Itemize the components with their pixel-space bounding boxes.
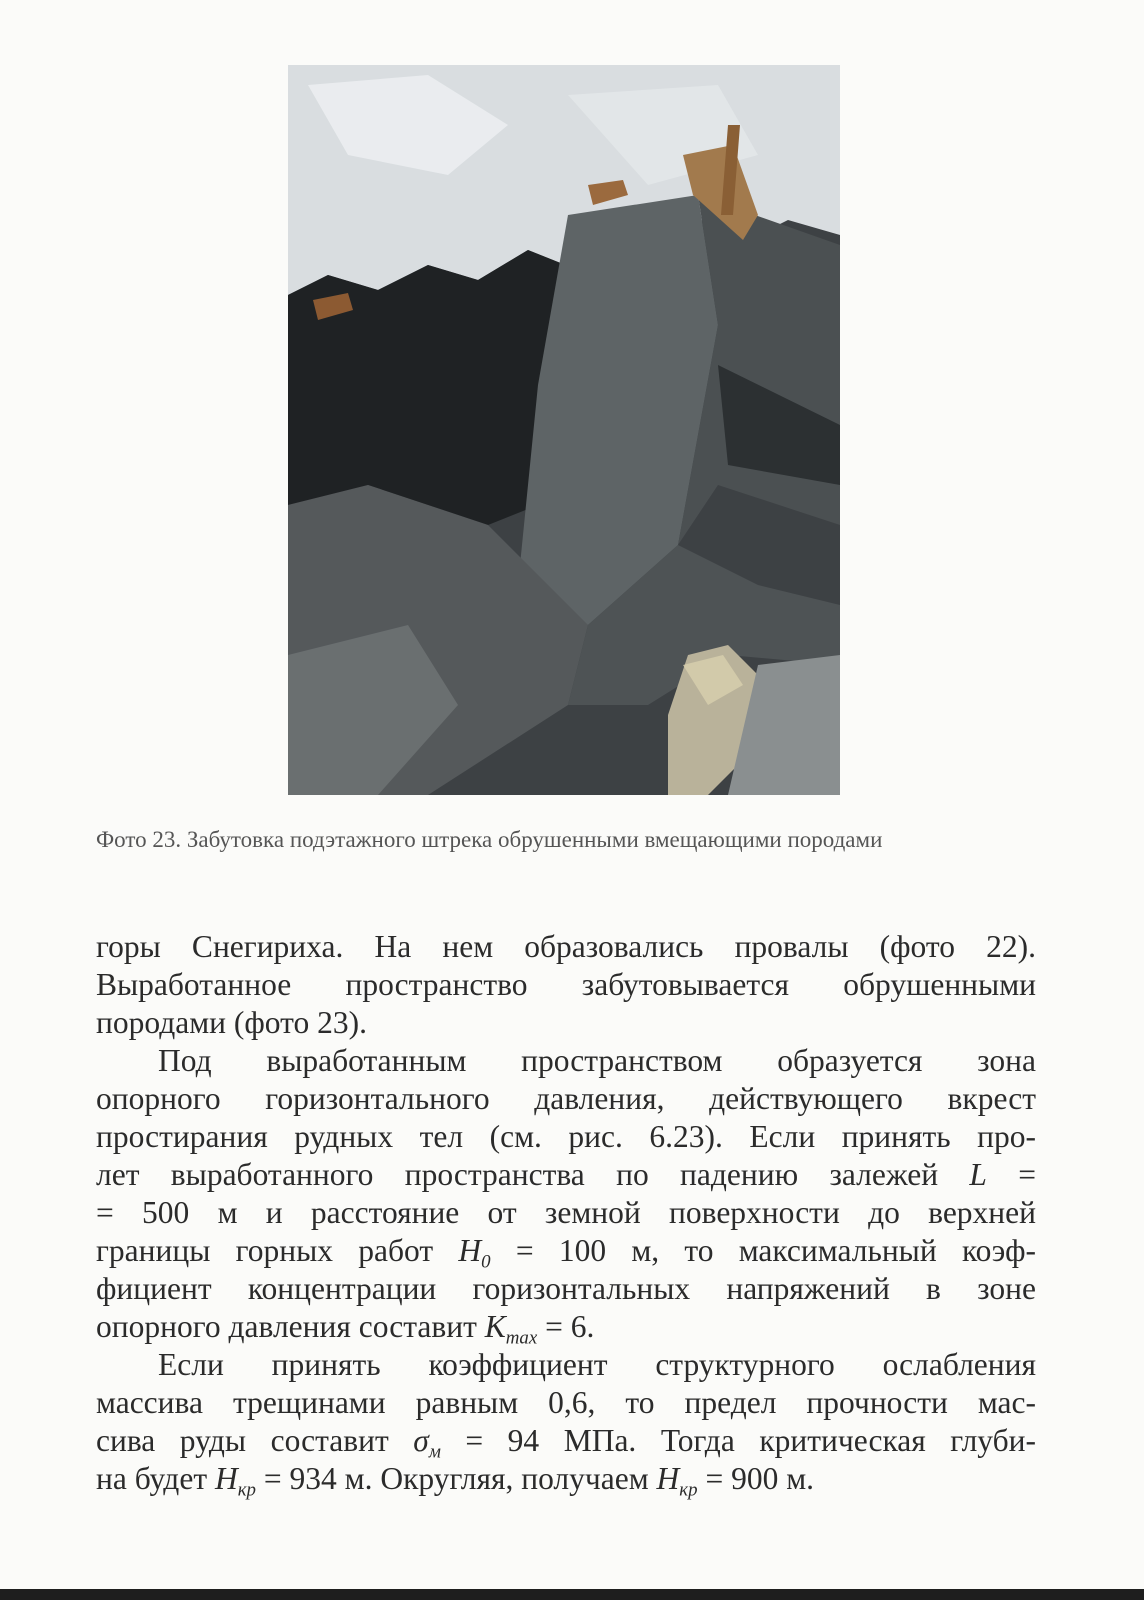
- variable-subscript: 0: [481, 1251, 491, 1273]
- text-segment: = 934 м. Округляя, получаем: [256, 1461, 649, 1496]
- text-line: [96, 1232, 1037, 1273]
- text-segment: на будет: [96, 1461, 208, 1496]
- variable-subscript: кр: [237, 1479, 257, 1501]
- paragraph-1: [96, 928, 1036, 1042]
- text-line: [96, 1422, 1037, 1463]
- variable-H0: [458, 1233, 491, 1273]
- variable-sigma: [413, 1423, 441, 1463]
- variable-symbol: H: [656, 1461, 680, 1496]
- text-line: Под выработанным пространством образуется зона: [158, 1043, 1036, 1078]
- text-line: = 500 м и расстояние от земной поверхности до верхней: [96, 1195, 1036, 1230]
- text-line: Выработанное пространство забутовывается обрушенными: [96, 967, 1036, 1002]
- photo-illustration: [288, 65, 840, 795]
- variable-subscript: м: [428, 1441, 441, 1463]
- text-segment: = 6.: [537, 1309, 595, 1344]
- paragraph-2: [96, 1042, 1037, 1349]
- text-segment: сива руды составит: [96, 1423, 389, 1458]
- text-line: опорного горизонтального давления, действующего вкрест: [96, 1081, 1036, 1116]
- text-line: [96, 1156, 1036, 1194]
- variable-Kmax: [484, 1309, 538, 1349]
- text-segment: опорного давления составит: [96, 1309, 477, 1344]
- variable-subscript: max: [505, 1327, 538, 1349]
- text-segment: = 94 МПа. Тогда критическая глуби-: [440, 1423, 1037, 1458]
- text-line: массива трещинами равным 0,6, то предел прочности мас-: [96, 1385, 1036, 1420]
- text-line: [96, 1460, 1036, 1501]
- photo-caption: Фото 23. Забутовка подэтажного штрека обрушенными вмещающими породами: [96, 827, 883, 852]
- text-line: породами (фото 23).: [96, 1005, 367, 1040]
- variable-symbol: K: [484, 1309, 506, 1344]
- text-segment: =: [986, 1157, 1036, 1192]
- variable-symbol: H: [214, 1461, 238, 1496]
- variable-symbol: σ: [413, 1423, 429, 1458]
- text-segment: = 900 м.: [697, 1461, 815, 1496]
- text-line: [96, 1308, 1036, 1349]
- text-line: Если принять коэффициент структурного ослабления: [158, 1347, 1036, 1382]
- text-segment: границы горных работ: [96, 1233, 434, 1268]
- variable-symbol: H: [458, 1233, 482, 1268]
- text-line: фициент концентрации горизонтальных напряжений в зоне: [96, 1271, 1036, 1306]
- text-line: простирания рудных тел (см. рис. 6.23). Если принять про-: [96, 1119, 1036, 1154]
- text-segment: = 100 м, то максимальный коэф-: [490, 1233, 1037, 1268]
- mine-drift-photo: [288, 65, 840, 795]
- variable-L: L: [969, 1157, 987, 1192]
- body-text: [96, 928, 1037, 1501]
- variable-Hkr: [214, 1461, 257, 1501]
- text-segment: лет выработанного пространства по падению залежей: [96, 1157, 939, 1192]
- scan-bottom-edge: [0, 1589, 1144, 1600]
- paragraph-3: [96, 1346, 1037, 1501]
- variable-Hkr-rounded: [656, 1461, 698, 1501]
- variable-subscript: кр: [679, 1479, 698, 1501]
- text-line: горы Снегириха. На нем образовались провалы (фото 22).: [96, 929, 1036, 964]
